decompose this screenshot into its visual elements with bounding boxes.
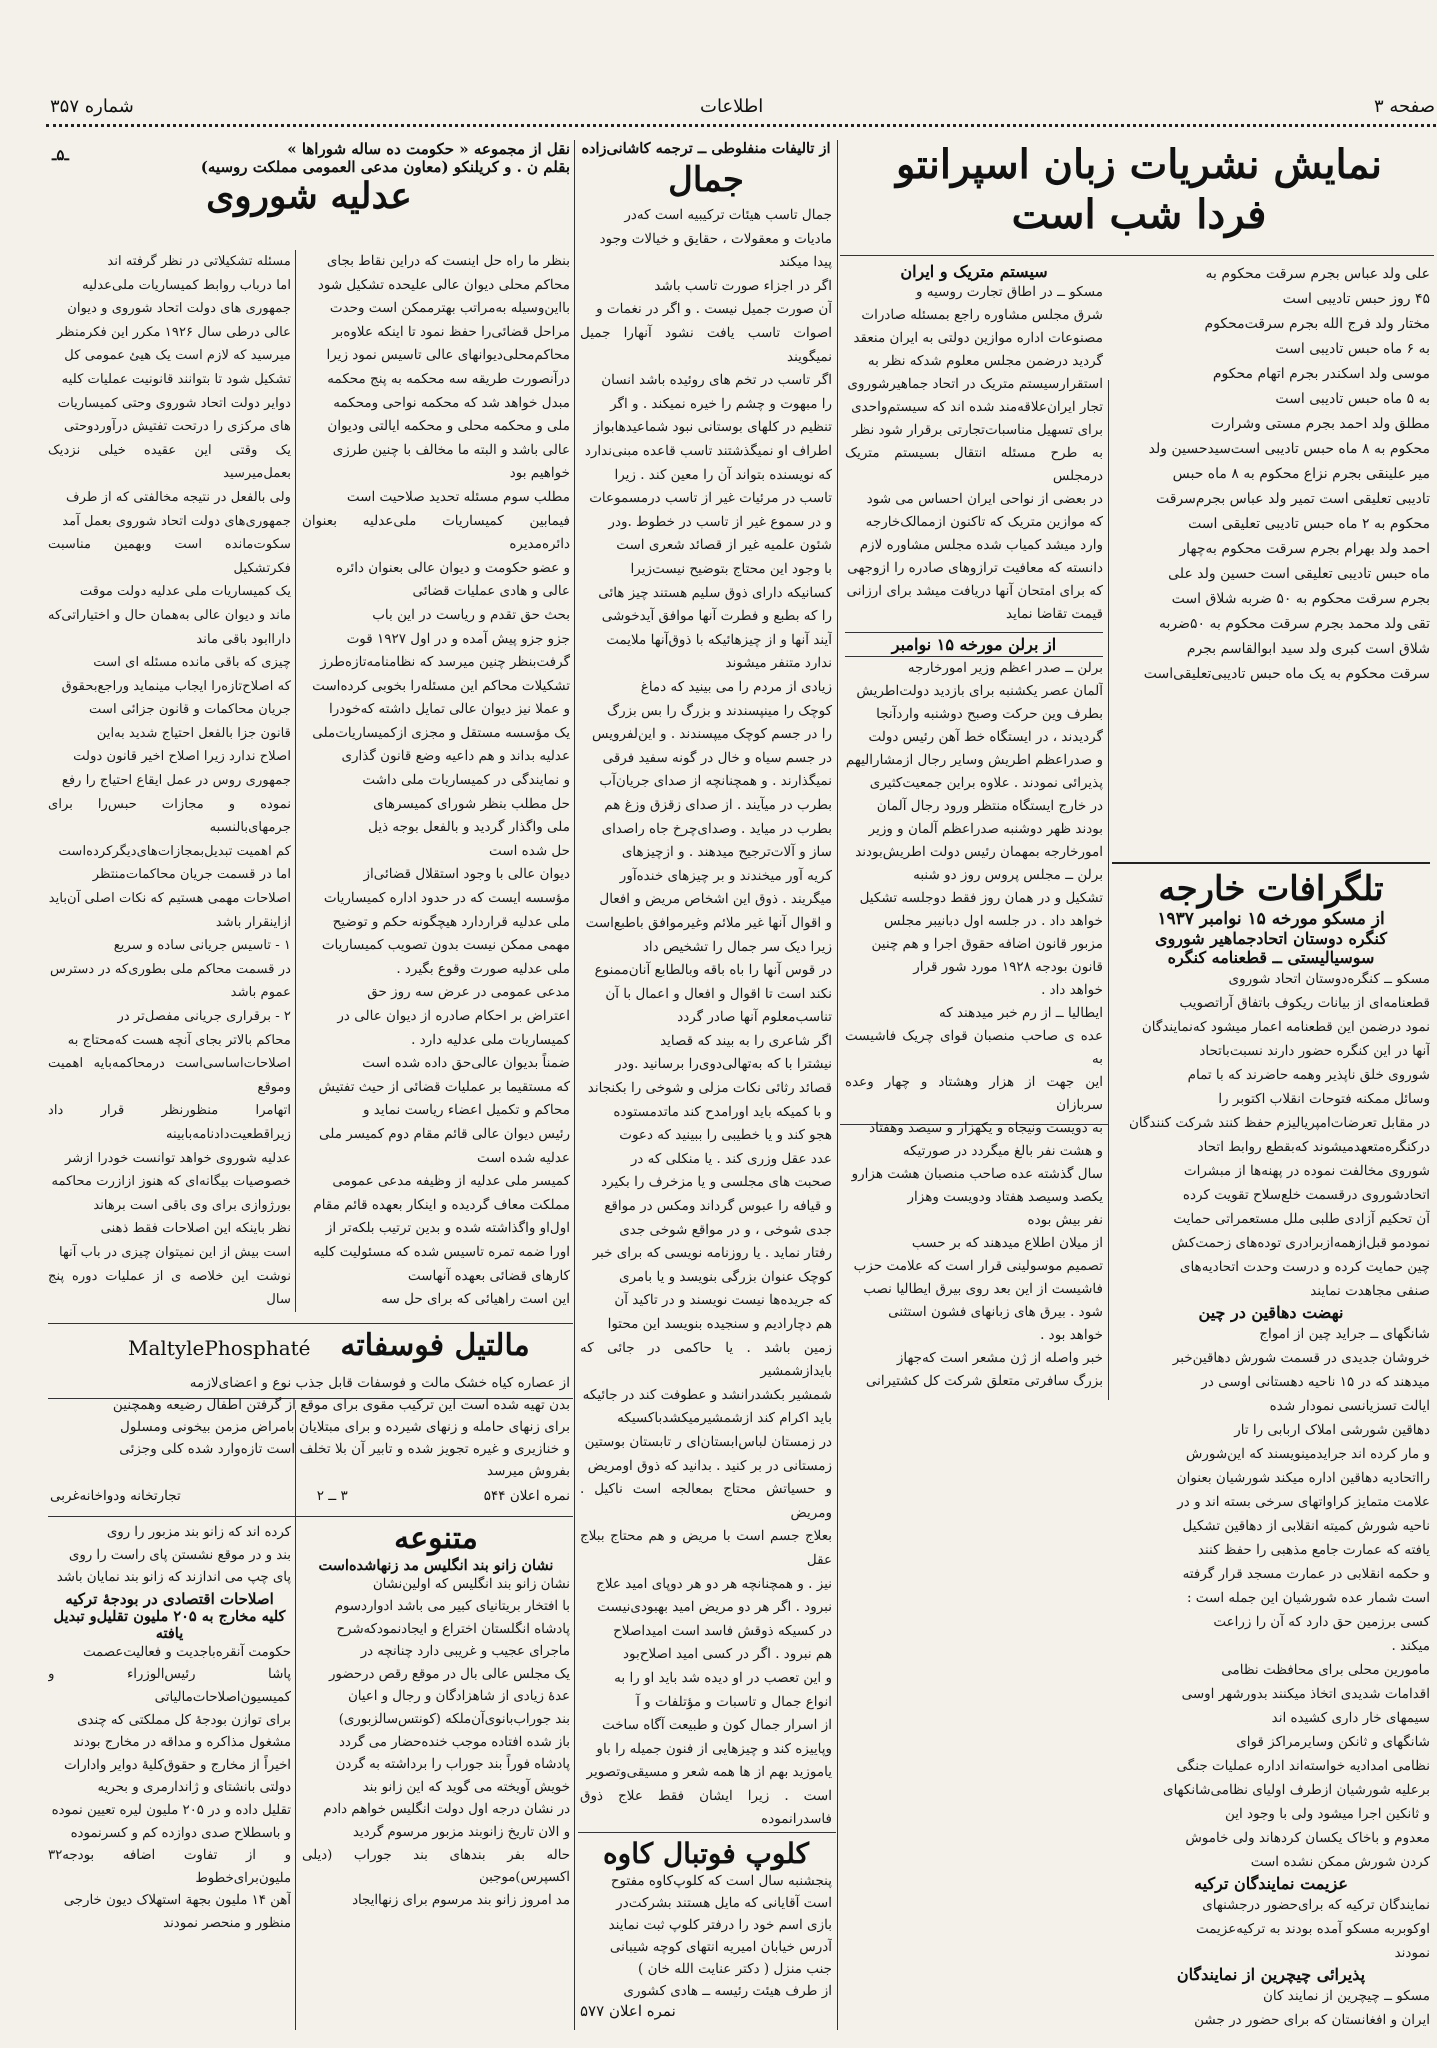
- knee-heading: نشان زانو بند انگلیس مد زنهاشده‌است: [318, 1556, 554, 1574]
- maltyle-distributor: تجارتخانه ودواخانه‌غربی: [50, 1488, 181, 1504]
- column-rule: [837, 140, 838, 2030]
- jamal-title: جمال: [668, 160, 744, 200]
- issue-number: شماره ۳۵۷: [50, 96, 134, 117]
- column-rule: [574, 140, 575, 2030]
- misc-title: متنوعه: [394, 1522, 478, 1556]
- court-sentences-text: علی ولد عباس بجرم سرقت محکوم به ۴۵ روز حبس تادیبی است مختار ولد فرج الله بجرم سرقت‌محکوم به ۶ ماه حبس تادیبی است موسی ولد اسکندر بجرم اتهام محکوم به ۵ ماه حبس تادیبی است مطلق ولد احمد بجرم مستی وشرارت محکوم به ۸ ماه حبس تادیبی است‌سیدحسین ولد میر علینقی بجرم نزاع محکوم به ۸ ماه حبس تادیبی تعلیقی است تمیر ولد عباس بجرم‌سرقت محکوم به ۲ ماه حبس تادیبی تعلیقی است احمد ولد بهرام بجرم سرقت محکوم به‌چهار ماه حبس تادیبی تعلیقی است حسین ولد علی بجرم سرقت محکوم به ۵۰ ضربه شلاق است تقی ولد محمد بجرم سرقت محکوم به ۵۰ضربه شلاق است کبری ولد سید ابوالقاسم بجرم سرقت محکوم به یک ماه حبس تادیبی‌تعلیقی‌است: [1143, 266, 1430, 682]
- section-rule: [840, 255, 1434, 256]
- telegraphs-title: تلگرافات خارجه: [1112, 862, 1430, 909]
- maltyle-ad-number: نمره اعلان ۵۴۴: [483, 1488, 570, 1504]
- congress-text: مسکو ــ کنگره‌دوستان اتحاد شوروی قطعنامه‌ای از بیانات ریکوف باتفاق آرا‌تصویب نمود درضمن این قطعنامه اعمار میشود که‌نمایندگان آنها در این کنگره حضور دارند نسبت‌باتحاد شوروی خلق ناپذیر وهمه حاضرند که با تمام وسائل ممکنه فتوحات انقلاب اکتوبر را در مقابل تعرضات‌امپریالیزم حفظ کنند شرکت کنندگان درکنگره‌متعهدمیشوند که‌بقطع روابط اتحاد شوروی مخالفت نموده در پهنه‌ها از مبشرات اتحادشوروی درقسمت خلع‌سلاح تقویت کرده آن تحکیم آزادی طلبی ملل مستعمراتی حمایت نمودمو قبل‌ازهمه‌ازبرادری توده‌های زحمت‌کش چین حمایت کرده و درست وحدت اتحادیه‌های صنفی مجاهدت نمایند: [1128, 971, 1430, 1300]
- page-number: صفحه ۳: [1373, 96, 1435, 117]
- masthead-dotted-rule: [46, 124, 1436, 127]
- maltyle-latin-name: MaltylePhosphaté: [128, 1336, 311, 1360]
- court-sentences-column: [1112, 262, 1430, 862]
- congress-heading: کنگره دوستان اتحادجماهیر شوروی سوسیالیستی ــ قطعنامه کنگره: [1155, 929, 1387, 968]
- kaveh-title: کلوپ فوتبال کاوه: [603, 1838, 809, 1870]
- turkey-budget-subheading: کلیه مخارج به ۲۰۵ ملیون تقلیل‌و تبدیل یافته: [53, 1607, 286, 1642]
- turkey-budget-text: حکومت آنقره‌باجدیت و فعالیت‌عصمت پاشا رئیس‌الوزراء و کمیسیون‌اصلاحات‌مالیاتی برای توازن بودجهٔ کل مملکتی که چندی مشغول مذاکره و مداقه در مخارج بودند اخیراً از مخارج و حقوق‌کلیهٔ دوایر وادارات دولتی بانشتای و ژاندارمری و بحریه تقلیل داده و در ۲۰۵ ملیون لیره تعیین نموده و باسطلاح صدی دوازده کم و کسرنموده و از تفاوت اضافه بودجه‌۳۲ ملیون‌برای‌خطوط آهن ۱۴ ملیون بجهة استهلاک دیون خارجی منظور و منحصر نمودند: [48, 1644, 291, 1931]
- adlieh-column-right: [302, 250, 570, 1315]
- misc-section: [302, 1522, 570, 2028]
- adlieh-title: عدلیه شوروی: [206, 175, 412, 217]
- maltyle-text: از عصاره کیاه خشک مالت و فوسفات قابل جذب نوع و اعضای‌لازمه بدن تهیه شده است این ترکیب مقوی برای موقع از گرفتن اطفال رضیعه وهمچنین برای زنهای حامله و زنهای شیرده و برای مبتلایان بامراض مزمن بیخونی ومسلول و خنازیری و غیره تجویز شده و تابیر آن بلا تخلف است تازه‌وارد شده کلی وجزئی بفروش میرسد: [112, 1375, 570, 1479]
- column-rule: [295, 250, 296, 1312]
- maltyle-ad-text-block: [50, 1372, 570, 1490]
- kaveh-club-ad: [580, 1838, 832, 2028]
- column-rule: [1108, 380, 1109, 1400]
- jamal-article: [580, 140, 832, 1830]
- maltyle-footer: [50, 1488, 570, 1514]
- jamal-source: از تالیفات منفلوطی ــ ترجمه کاشانی‌زاده: [581, 140, 831, 157]
- turkey-reps-text: نمایندگان ترکیه که برای‌حضور در‌جشنهای اوکوبربه مسکو آمده بودند به ترکیه‌عزیمت نمودند: [1195, 1897, 1430, 1962]
- adlieh-column-left: [48, 250, 291, 1315]
- berlin-text: برلن ــ صدر اعظم وزیر امورخارجه آلمان عصر یکشنبه برای بازدید دولت‌اطریش بطرف وین حرکت وصبح دوشنبه واردآنجا گردیدند ، در ایستگاه خط آهن رئیس دولت و صدراعظم اطریش وسایر رجال ازمشارالیهم پذیرائی نمودند . علاوه براین جمعیت‌کثیری در خارج ایستگاه منتظر ورود رجال آلمان بودند ظهر دوشنبه صدراعظم آلمان و وزیر امورخارجه بمهمان رئیس دولت اطریش‌بودند برلن ــ مجلس پروس روز دو شنبه تشکیل و در همان روز فقط دوجلسه تشکیل خواهد داد . در جلسه اول دبانیبر مجلس مزبور قانون اضافه حقوق اجرا و هم چنین قانون بودجه ۱۹۲۸ مورد شور قرار خواهد داد . ایطالیا ــ از رم خبر میدهند که عده ی صاحب منصبان قوای چریک فاشیست به این جهت از هزار وهشتاد و چهار وعده سربازان به دویست ونیجاه و یکهزار و سیصد وهفتاد و هشت نفر بالغ میگردد در صورتیکه سال گذشته عده صاحب منصبان هشت هزارو یکصد وسیصد هفتاد ودویست وهزار نفر بیش بوده از میلان اطلاع میدهند که بر حسب تصمیم موسولینی قرار است که علامت حزب فاشیست از این بعد روی بیرق ایطالیا نصب شود . بیرق های زبانهای فشون استثنی خواهد بود . خبر واصله از ژن مشعر است که‌جهاز بزرگ سافرتی متعلق شرکت کل کشتیرانی: [845, 660, 1103, 1389]
- adlieh-text-right-col: بنظر ما راه حل اینست که دراین نقاط بجای محاکم محلی دیوان عالی علیحده تشکیل شود بااین‌وسیله به‌مراتب بهترممکن است وحدت مراحل قضائی‌را حفظ نمود تا اینکه علاوه‌بر محاکم‌محلی‌دیوانهای عالی تاسیس نمود زیرا درآنصورت طریقه سه محکمه به پنج محکمه مبدل خواهد شد که محکمه نواحی ومحکمه ملی و محکمه محلی و محکمه ایالتی ودیوان عالی باشد و البته ما مخالف با چنین طرزی خواهیم بود مطلب سوم مسئله تحدید صلاحیت است فیمابین کمیساریات ملی‌عدلیه بعنوان دائره‌مدیره و عضو حکومت و دیوان عالی بعنوان دائره عالی و هادی عملیات قضائی بحث حق تقدم و ریاست در این باب جزو جزو پیش آمده و در اول ۱۹۲۷ قوت گرفت‌بنظر چنین میرسد که نظامنامه‌تازه‌طرز تشکیلات محاکم این مسئله‌را بخوبی کرده‌است و عملا نیز دیوان عالی تمایل داشته که‌خودرا یک مؤسسه مستقل و مجزی از‌کمیساریات‌ملی عدلیه بداند و هم داعیه وضع قانون گذاری و نمایندگی در کمیساریات ملی داشت حل مطلب بنظر شورای کمیسرهای ملی واگذار گردید و بالفعل بوجه ذیل حل شده است دیوان عالی با وجود استقلال قضائی‌از مؤسسه ایست که در حدود اداره کمیساریات ملی عدلیه قراردارد هیچگونه حکم و توضیح مهمی ممکن نیست بدون تصویب کمیساریات ملی عدلیه صورت وقوع بگیرد . مدعی عمومی در عرض سه روز حق اعتراض بر احکام صادره از دیوان عالی در کمیساریات ملی عدلیه دارد . ضمناً بدیوان عالی‌حق داده شده است که مستقیما بر عملیات قضائی از حیث تفتیش محاکم و تکمیل اعضاء ریاست نماید و رئیس دیوان عالی قائم مقام دوم کمیسر ملی عدلیه شده است کمیسر ملی عدلیه از وظیفه مدعی عمومی مملکت معاف گردیده و اینکار بعهده قائم مقام اول‌او واگذاشته شده و بدین ترتیب بلکه‌تر از او‌را ضمه تمره تاسیس شده که مسئولیت کلیه کارهای قضائی بعهده آنهاست این است راهیائی که برای حل سه: [302, 253, 570, 1308]
- metric-section-text: مسکو ــ در اطاق تجارت روسیه و شرق مجلس مشاوره راجع بمسئله صادرات مصنوعات اداره موازین دولتی به ایران منعقد گردید درضمن مجلس معلوم شدکه نظر به استقرارسیستم متریک در اتحاد جماهیرشوروی تجار ایران‌علاقه‌مند شده اند که سیستم‌واحدی برای تسهیل مناسبات‌تجارتی برقرار شود نظر به طرح مسئله انتقال بسیستم متریک درمجلس در بعضی از نواحی ایران احساس می شود که موازین متریک که تاکنون ازممالک‌خارجه وارد میشد کمیاب شده مجلس مشاوره لازم دانسته که معافیت ترازوهای صادره را ازوجهی که برای امتحان آنها دریافت میشد برای ارزانی قیمت تقاضا نماید: [845, 284, 1103, 622]
- chicherin-text: مسکو ــ چیچرین از نمایند کان ایران و افغانستان که برای حضور در جشن: [1194, 1988, 1430, 2029]
- adlieh-part-number: ـ۵ـ: [52, 146, 69, 164]
- telegraphs-column: [1112, 862, 1430, 2032]
- section-rule: [48, 1323, 573, 1324]
- adlieh-source-1: نقل از مجموعه « حکومت ده ساله شوراها »: [287, 140, 570, 158]
- knee-text: نشان زانو بند انگلیس که اولین‌نشان با افتخار بریتانیای کبیر می باشد ادواردسوم پادشاه انگلستان اختراع و ایجادنمودکه‌شرح ماجرای عجیب و غریبی دارد چنانچه در یک مجلس عالی بال در موقع رقص درحضور عدهٔ زیادی از شاهزادگان و رجال و اعیان بند جوراب‌بانوی‌آن‌ملکه (کونتس‌سالزبوری) باز شده افتاده موجب خنده‌حضار می گردد پادشاه فوراً بند جوراب را برداشته به گردن خویش آویخته می گوید که این زانو بند در نشان درجه اول دولت انگلیس خواهم دادم و الان تاریخ زانوبند مزبور مرسوم گردید حاله بفر بندهای بند جوراب (دیلی اکسپرس)موجبن مد امروز زانو بند مرسوم برای زنها‌ایجاد: [302, 1576, 570, 1908]
- chicherin-heading: پذیرائی چیچرین از نمایندگان: [1176, 1965, 1366, 1985]
- metric-berlin-column: [845, 262, 1103, 1392]
- knee-text-continued: کرده اند که زانو بند مزبور را روی بند و در موقع نشستن پای راست را روی پای چپ می اندازند که زانو بند نمایان باشد: [56, 1525, 291, 1586]
- maltyle-title: مالتیل فوسفاته: [340, 1328, 530, 1363]
- china-heading: نهضت دهاقین در چین: [1198, 1303, 1344, 1323]
- headline-line-2: فردا شب است: [1011, 191, 1267, 238]
- turkey-reps-heading: عزیمت نمایندگان ترکیه: [1194, 1874, 1348, 1894]
- turkey-budget-section: [48, 1522, 291, 2028]
- maltyle-ad-range: ۳ ــ ۲: [316, 1488, 348, 1504]
- esperanto-headline: [845, 140, 1433, 240]
- adlieh-text-left-col: مسئله تشکیلاتی در نظر گرفته اند اما درباب روابط کمیساریات ملی‌عدلیه جمهوری های دولت اتحاد شوروی و دیوان عالی درطی سال ۱۹۲۶ مکرر این فکرمنظر میرسید که لازم است یک هیئ عمومی کل تشکیل شود تا بتوانند قانونیت عملیات کلیه دوایر دولت اتحاد شوروی وحتی کمیساریات های مرکزی را درتحت تفتیش درآوردوحتی یک وقتی این عقیده خیلی نزدیک بعمل‌میرسید ولی بالفعل در نتیجه مخالفتی که از طرف جمهوری‌های دولت اتحاد شوروی بعمل آمد سکوت‌مانده است وبهمین مناسبت فکرتشکیل یک کمیساریات ملی عدلیه دولت موقت ماند و دیوان عالی به‌همان حال و اختیاراتی‌که داراابود باقی ماند چیزی که باقی مانده مسئله ای است که اصلاح‌تازه‌را ایجاب مینماید وراجع‌بحقوق جریان محاکمات و قانون جزائی است قانون جزا بالفعل احتیاج شدید به‌این اصلاح ندارد زیرا اصلاح اخیر قانون دولت جمهوری روس در عمل ایقاع احتیاج را رفع نموده و مجازات حبس‌را برای جرمهای‌بالنسبه کم اهمیت تبدیل‌بمجازات‌های‌دیگرکرده‌است اما در قسمت جریان محاکمات‌منتظر اصلاحات مهمی هستیم که نکات اصلی آن‌باید ازاینقرار باشد ۱ - تاسیس جریانی ساده و سریع در قسمت محاکم ملی بطوری‌که در دسترس عموم باشد ۲ - برقراری جریانی مفصل‌تر در محاکم بالاتر بجای آنچه هست که‌محتاج به اصلاحات‌اساسی‌است درمحاکمه‌بایه اهمیت وموقع اتهامرا منظورنظر قرار داد زیرا‌قطعیت‌داد‌نامه‌بابینه عدلیه شوروی خواهد توانست خودرا ازشر خصوصیات بیگانه‌ای که هنوز ازازرت محاکمه بورژوازی برای وی باقی است برهاند نظر باینکه این اصلاحات فقط ذهنی است بیش از این نمیتوان چیزی در باب آنها نوشت این خلاصه ی از عملیات دوره پنج سال: [48, 254, 291, 1308]
- masthead: [50, 96, 1435, 118]
- china-text: شانگهای ــ جراید چین از امواج خروشان جدیدی در قسمت شورش دهاقین‌خبر میدهند که در ۱۵ ناحیه دهستانی اوسی در ایالت تسزیانسی نمودار شده دهاقین شورشی املاک اربابی را تار و مار کرده اند جراید‌مینویسند که این‌شورش رااتحادیه دهاقین اداره میکند شورشیان بعنوان علامت متمایز کراواتهای سرخی بسته اند و در ناحیه شورش کمیته انقلابی از دهاقین تشکیل یافته که عمارت جامع مذهبی را حفظ کنند و حکمه انقلابی در عمارت مسجد قرار گرفته است شمار عده شورشیان این جمله است : کسی برزمین حق دارد که آن را زراعت میکند . مامورین محلی برای محافظت نظامی اقدامات شدیدی اتخاذ میکنند بدورشهر اوسی سیمهای خار داری کشیده اند شانگهای و ثانکن وسایرمراکز قوای نظامی امدادیه خواسته‌اند اداره عملیات جنگی برعلیه شورشیان ازطرف اولیای نظامی‌شانکهای و ثانکین اجرا میشود ولی با وجود این معدوم و باخاک یکسان کردهاند ولی خاموش کردن شورش ممکن نشده است: [1163, 1326, 1430, 1871]
- section-rule: [48, 1516, 573, 1517]
- turkey-budget-heading: اصلاحات اقتصادی در بودجهٔ ترکیه: [65, 1589, 274, 1608]
- adlieh-source-2: بقلم ن . و کریلنکو (معاون مدعی العمومی مملکت روسیه): [200, 158, 570, 176]
- kaveh-text: پنجشنبه سال است که کلوپ‌کاوه مفتوح است آقایانی که مایل هستند بشرکت‌در بازی اسم خود را درفتر کلوپ ثبت نمایند آدرس خیابان امیریه انتهای کوچه شیبانی جنب منزل ( دکتر عنایت الله خان ) از طرف هیئت رئیسه ــ هادی کشوری: [608, 1873, 832, 2000]
- berlin-heading: از برلن مورخه ۱۵ نوامبر: [845, 632, 1103, 657]
- jamal-text: جمال تاسب هیئات ترکیبیه است که‌در مادیات و معقولات ، حقایق و خیالات وجود پیدا میکند اگر در اجزاء صورت تاسب باشد آن صورت جمیل نیست . و اگر در نغمات و اصوات تاسب یافت نشود آنهارا جمیل نمیگویند اگر تاسب در تخم های روئیده باشد انسان را مبهوت و چشم را خیره نمیکند . و اگر تنظیم در کلهای بوستانی نبود شماعیدهابواز اطراف او نمیگذشتند تاسب قاعده مبنی‌ندارد که نویسنده بتواند آن را معین کند . زیرا تاسب در مرئیات غیر از تاسب در‌مسموعات و در سموع غیر از تاسب در خطوط .ودر شئون علمیه غیر از قصائد شعری است با وجود این محتاج بتوضیح نیست‌زیرا کسانیکه دارای ذوق سلیم هستند چیز هائی را که بطبع و فطرت آنها موافق آیدخوشی آیند آنها و از چیزهائیکه با ذوق‌آنها ملایمت ندارد متنفر میشوند زیادی از مردم را می بینید که دماغ کوچک را مینپسندند و بزرگ را بس بزرگ را در جسم کوچک میپسندند . و این‌لفرویس در جسم سیاه و خال در گونه سفید فرقی نمیگذارند . و همچنانچه از صدای جریان‌آب بطرب در میآیند . از صدای زقزق وزغ هم بطرب در میاید . وصدای‌چرخ جاه راصدای ساز و آلات‌ترجیح میدهند . و ازچیزهای کریه آور میخندند و بر چیزهای خنده‌آور میگریند . ذوق این اشخاص مریض و افعال و اقوال آنها غیر ملائم وغیرموافق باطبع‌است زیرا دیک سر جمال را تشخیص داد در قوس آنها را باه باقه وبالطابع آنان‌ممنوع نکند است تا اقوال و افعال و اعمال با آن تناسب‌معلوم آنها صادر گردد اگر شاعری را به بیند که قصاید نیشترا با که به‌تهالی‌دوی‌را برسانید .ودر قصائد رثائی نکات مزلی و شوخی را بکنجاند و با کمیکه باید اورامدح کند ماتدمستوده هجو کند و یا خطیبی را ببینید که دعوت عدد عقل وزری کند . یا منکلی که در صحبت های مجلسی و یا مزخرف را بکیرد و قیافه را عبوس گرداند ومکس در مواقع جدی شوخی ، و در مواقع شوخی جدی رفتار نماید . یا روزنامه نویسی که برای خبر کوچک عنوان بزرگی بنویسد و یا بامری که جریده‌ها نیست نویسند و در تاکید آن هم دچارادیم و سنجیده بنویسد این محتوا زمین باشد . یا حاکمی در جائی که بایدازشمشیر شمشیر بکشدرانشد و عطوفت کند در جائیکه باید اکرام کند ازشمشیرمیکشد‌باکسیکه در زمستان لباس‌ابستان‌ای ر تابستان بوستین زمستانی در بر کنید . بدانید که ذوق اومریض و حسیاتش محتاج بمعالجه است ناکیل . ومریض بعلاج جسم است با مریض و هم محتاج ببلاج عقل نیز . و همچنانچه هر دو هر دوپای امید علاج نبرود . اگر هر دو مریض امید بهبودی‌نیست در کسیکه ذوقش فاسد است امیداصلاح هم نبرود . اگر در کسی امید اصلاح‌بود و این تعصب در او دیده شد باید او را به انواع جمال و تاسبات و مؤتلفات و آ از اسرار جمال کون و طبیعت آگاه ساخت وپاییزه کند و چیزهایی از فنون جمیله را باو یاموزید بهم از ها همه شعر و مسیقی‌وتصویر است . زیرا ایشان فقط علاج ذوق فاسدرانموده: [580, 207, 832, 1828]
- headline-line-1: نمایش نشریات زبان اسپرانتو: [896, 141, 1382, 188]
- metric-section-title: سیستم متریک و ایران: [900, 262, 1048, 281]
- moscow-heading: از مسکو مورخه ۱۵ نوامبر ۱۹۳۷: [1157, 909, 1385, 930]
- paper-name: اطلاعات: [700, 96, 764, 117]
- section-rule: [578, 1832, 836, 1833]
- adlieh-header: [48, 140, 570, 248]
- kaveh-ad-number: نمره اعلان ۵۷۷: [580, 2002, 676, 2021]
